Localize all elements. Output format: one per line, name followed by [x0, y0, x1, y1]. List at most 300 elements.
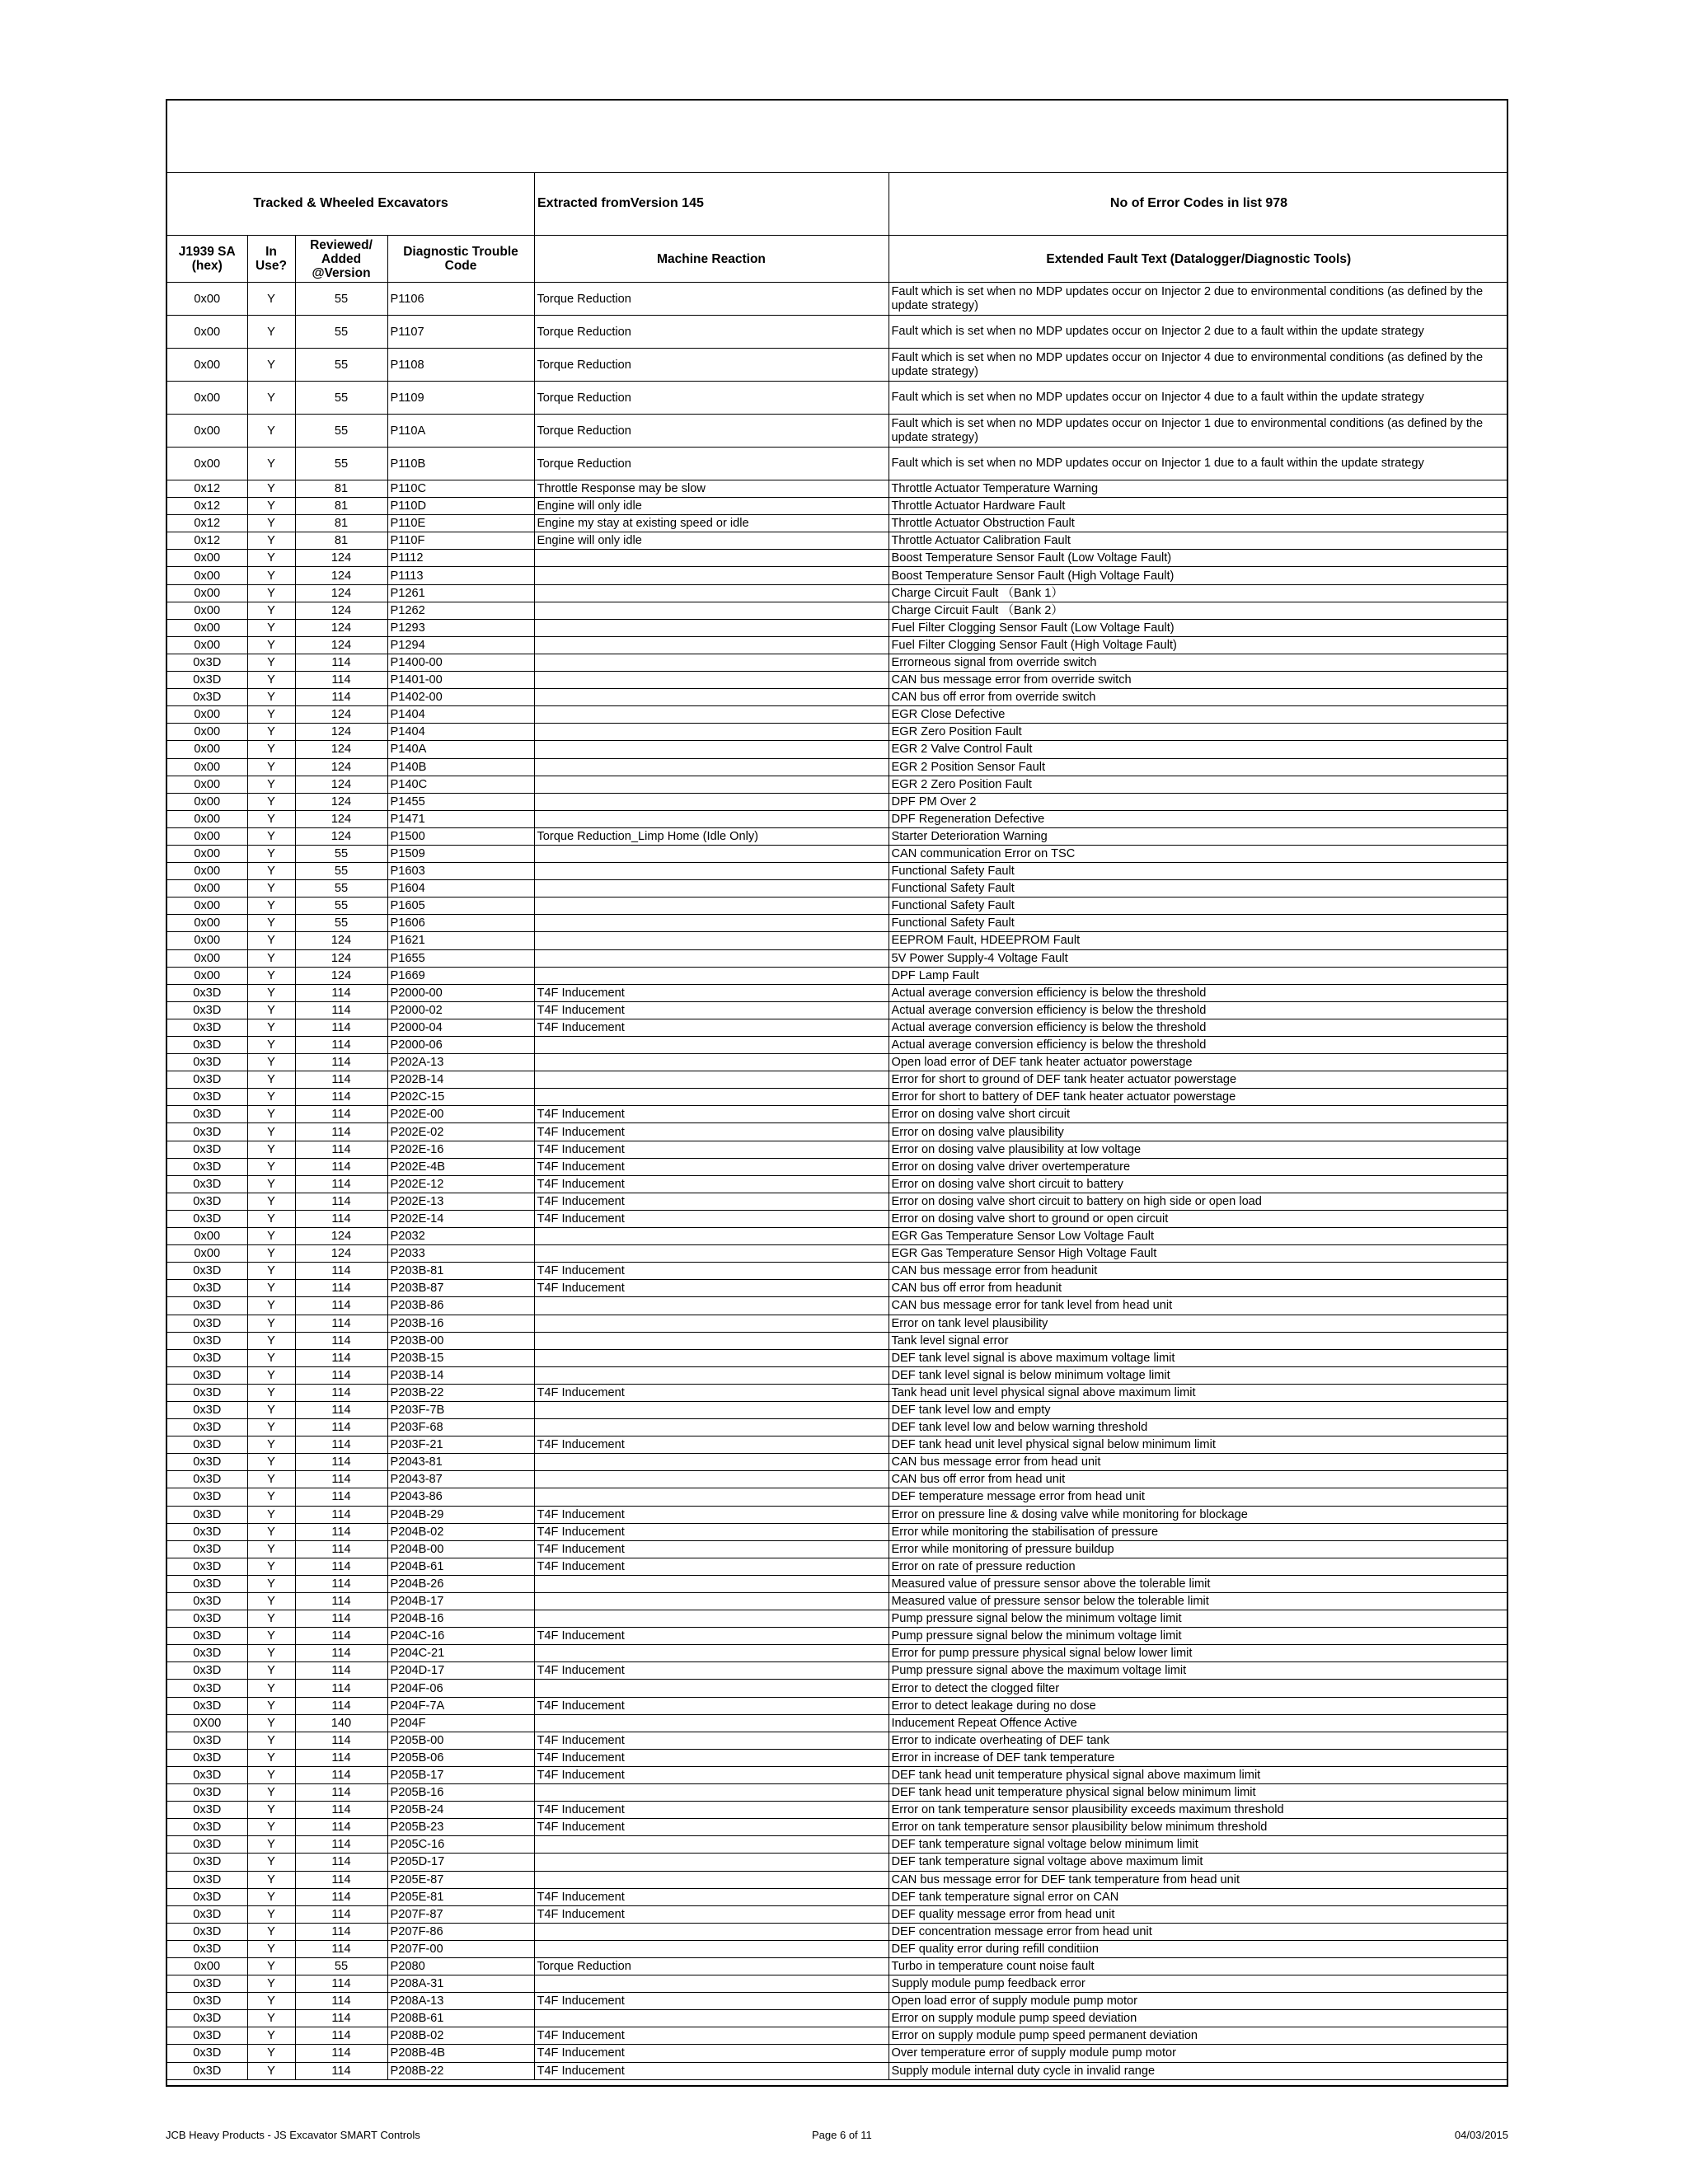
col-header-sa: J1939 SA (hex)	[167, 236, 247, 283]
sa-cell: 0x3D	[167, 1802, 247, 1819]
fault-text-cell: Fault which is set when no MDP updates occur on Injector 2 due to a fault within the update strategy	[889, 316, 1508, 349]
reaction-cell	[534, 619, 889, 636]
table-row	[167, 1175, 1508, 1193]
fault-text-cell: Fuel Filter Clogging Sensor Fault (High Voltage Fault)	[889, 636, 1508, 654]
fault-text-cell: Charge Circuit Fault （Bank 1）	[889, 584, 1508, 602]
version-cell: 114	[295, 1037, 387, 1054]
dtc-cell: P205B-16	[387, 1784, 534, 1802]
version-cell: 124	[295, 567, 387, 584]
table-row	[167, 706, 1508, 724]
fault-text-cell: CAN bus off error from override switch	[889, 689, 1508, 706]
table-row	[167, 949, 1508, 967]
version-cell: 114	[295, 1089, 387, 1106]
table-row	[167, 1280, 1508, 1297]
fault-text-cell: Error in increase of DEF tank temperature	[889, 1749, 1508, 1766]
reaction-cell: T4F Inducement	[534, 1123, 889, 1141]
version-cell: 124	[295, 1245, 387, 1263]
sa-cell: 0x3D	[167, 2062, 247, 2079]
dtc-cell: P204B-16	[387, 1610, 534, 1628]
in-use-cell: Y	[247, 1993, 295, 2010]
version-cell: 124	[295, 724, 387, 741]
sa-cell: 0x00	[167, 880, 247, 898]
sa-cell: 0x00	[167, 724, 247, 741]
reaction-cell: T4F Inducement	[534, 1662, 889, 1680]
table-row	[167, 1628, 1508, 1645]
reaction-cell	[534, 776, 889, 793]
table-row	[167, 1957, 1508, 1975]
fault-text-cell: Error to detect leakage during no dose	[889, 1697, 1508, 1714]
table-row	[167, 584, 1508, 602]
version-cell: 124	[295, 741, 387, 758]
dtc-cell: P208A-31	[387, 1975, 534, 1993]
version-cell: 114	[295, 1766, 387, 1783]
sa-cell: 0x3D	[167, 1645, 247, 1662]
reaction-cell: T4F Inducement	[534, 1193, 889, 1210]
dtc-cell: P110D	[387, 498, 534, 515]
in-use-cell: Y	[247, 1366, 295, 1384]
in-use-cell: Y	[247, 2027, 295, 2045]
dtc-cell: P110E	[387, 515, 534, 532]
reaction-cell: T4F Inducement	[534, 1628, 889, 1645]
version-cell: 140	[295, 1714, 387, 1732]
table-row	[167, 898, 1508, 915]
dtc-cell: P202E-4B	[387, 1158, 534, 1175]
version-cell: 81	[295, 498, 387, 515]
reaction-cell: T4F Inducement	[534, 1819, 889, 1836]
dtc-cell: P1655	[387, 949, 534, 967]
version-cell: 114	[295, 1158, 387, 1175]
sa-cell: 0x3D	[167, 1263, 247, 1280]
table-row	[167, 1558, 1508, 1575]
sa-cell: 0x12	[167, 480, 247, 498]
in-use-cell: Y	[247, 1610, 295, 1628]
fault-text-cell: Starter Deterioration Warning	[889, 827, 1508, 845]
dtc-cell: P2033	[387, 1245, 534, 1263]
dtc-cell: P2080	[387, 1957, 534, 1975]
sa-cell: 0x3D	[167, 1037, 247, 1054]
sa-cell: 0x00	[167, 415, 247, 448]
reaction-cell	[534, 1454, 889, 1471]
reaction-cell: Torque Reduction	[534, 283, 889, 316]
in-use-cell: Y	[247, 1349, 295, 1366]
table-row	[167, 1106, 1508, 1123]
footer-page-number: Page 6 of 11	[812, 2129, 872, 2141]
fault-text-cell: EGR Gas Temperature Sensor High Voltage Fault	[889, 1245, 1508, 1263]
fault-text-cell: Error to detect the clogged filter	[889, 1680, 1508, 1697]
dtc-cell: P203F-7B	[387, 1401, 534, 1418]
table-row	[167, 1263, 1508, 1280]
dtc-cell: P2000-06	[387, 1037, 534, 1054]
table-row	[167, 532, 1508, 550]
version-cell: 55	[295, 349, 387, 382]
col-header-in-use: In Use?	[247, 236, 295, 283]
dtc-cell: P205B-00	[387, 1732, 534, 1749]
version-label: Extracted fromVersion 145	[534, 172, 889, 235]
table-row	[167, 602, 1508, 619]
table-row	[167, 1940, 1508, 1957]
reaction-cell	[534, 1349, 889, 1366]
table-row	[167, 1401, 1508, 1418]
table-row	[167, 776, 1508, 793]
version-cell: 114	[295, 2027, 387, 2045]
fault-text-cell: Supply module internal duty cycle in invalid range	[889, 2062, 1508, 2079]
dtc-cell: P1509	[387, 845, 534, 862]
in-use-cell: Y	[247, 2010, 295, 2027]
table-row	[167, 1141, 1508, 1158]
in-use-cell: Y	[247, 1089, 295, 1106]
version-cell: 114	[295, 654, 387, 671]
dtc-cell: P1106	[387, 283, 534, 316]
in-use-cell: Y	[247, 1123, 295, 1141]
in-use-cell: Y	[247, 1540, 295, 1558]
reaction-cell: T4F Inducement	[534, 1506, 889, 1523]
in-use-cell: Y	[247, 1001, 295, 1019]
table-row	[167, 741, 1508, 758]
version-cell: 81	[295, 480, 387, 498]
fault-text-cell: Inducement Repeat Offence Active	[889, 1714, 1508, 1732]
reaction-cell	[534, 1419, 889, 1436]
in-use-cell: Y	[247, 932, 295, 949]
dtc-cell: P1294	[387, 636, 534, 654]
sa-cell: 0x00	[167, 619, 247, 636]
in-use-cell: Y	[247, 567, 295, 584]
table-row	[167, 880, 1508, 898]
dtc-cell: P202E-00	[387, 1106, 534, 1123]
table-row	[167, 415, 1508, 448]
reaction-cell	[534, 1037, 889, 1054]
fault-text-cell: Functional Safety Fault	[889, 880, 1508, 898]
sa-cell: 0x00	[167, 758, 247, 776]
version-cell: 124	[295, 793, 387, 810]
dtc-cell: P202E-13	[387, 1193, 534, 1210]
table-row	[167, 1888, 1508, 1905]
in-use-cell: Y	[247, 1836, 295, 1854]
table-row	[167, 1802, 1508, 1819]
sa-cell: 0x3D	[167, 984, 247, 1001]
table-row	[167, 1836, 1508, 1854]
in-use-cell: Y	[247, 827, 295, 845]
fault-text-cell: Error on rate of pressure reduction	[889, 1558, 1508, 1575]
reaction-cell	[534, 1245, 889, 1263]
fault-text-cell: CAN communication Error on TSC	[889, 845, 1508, 862]
sa-cell: 0x3D	[167, 1001, 247, 1019]
fault-text-cell: DEF quality error during refill conditiion	[889, 1940, 1508, 1957]
in-use-cell: Y	[247, 1905, 295, 1923]
dtc-cell: P203F-68	[387, 1419, 534, 1436]
reaction-cell	[534, 1854, 889, 1871]
in-use-cell: Y	[247, 1766, 295, 1783]
fault-text-cell: DEF tank temperature signal voltage above maximum limit	[889, 1854, 1508, 1871]
dtc-cell: P205C-16	[387, 1836, 534, 1854]
fault-text-cell: Open load error of DEF tank heater actuator powerstage	[889, 1054, 1508, 1071]
sa-cell: 0x3D	[167, 1819, 247, 1836]
reaction-cell	[534, 1714, 889, 1732]
dtc-cell: P203B-00	[387, 1332, 534, 1349]
table-row	[167, 1662, 1508, 1680]
version-cell: 114	[295, 1905, 387, 1923]
sa-cell: 0x3D	[167, 1106, 247, 1123]
dtc-cell: P2000-02	[387, 1001, 534, 1019]
sa-cell: 0x3D	[167, 1454, 247, 1471]
sa-cell: 0x00	[167, 316, 247, 349]
in-use-cell: Y	[247, 1228, 295, 1245]
reaction-cell	[534, 1332, 889, 1349]
fault-text-cell: Error for short to ground of DEF tank heater actuator powerstage	[889, 1071, 1508, 1089]
sa-cell: 0x3D	[167, 1384, 247, 1401]
sa-cell: 0x00	[167, 567, 247, 584]
table-row	[167, 1923, 1508, 1940]
reaction-cell: T4F Inducement	[534, 1697, 889, 1714]
fault-text-cell: DEF tank level signal is above maximum voltage limit	[889, 1349, 1508, 1366]
table-row	[167, 1123, 1508, 1141]
reaction-cell: T4F Inducement	[534, 1905, 889, 1923]
version-cell: 114	[295, 1054, 387, 1071]
in-use-cell: Y	[247, 1575, 295, 1592]
reaction-cell: T4F Inducement	[534, 2045, 889, 2062]
dtc-cell: P204B-26	[387, 1575, 534, 1592]
dtc-cell: P2043-86	[387, 1488, 534, 1506]
in-use-cell: Y	[247, 1558, 295, 1575]
reaction-cell	[534, 1488, 889, 1506]
sa-cell: 0x00	[167, 932, 247, 949]
reaction-cell: T4F Inducement	[534, 1384, 889, 1401]
version-cell: 114	[295, 2062, 387, 2079]
table-row	[167, 724, 1508, 741]
fault-text-cell: CAN bus message error from override switch	[889, 672, 1508, 689]
sa-cell: 0x3D	[167, 1401, 247, 1418]
fault-text-cell: CAN bus message error for DEF tank temperature from head unit	[889, 1871, 1508, 1888]
dtc-cell: P1621	[387, 932, 534, 949]
table-row	[167, 793, 1508, 810]
sa-cell: 0x3D	[167, 1332, 247, 1349]
in-use-cell: Y	[247, 349, 295, 382]
sa-cell: 0x3D	[167, 1280, 247, 1297]
version-cell: 114	[295, 1419, 387, 1436]
version-cell: 114	[295, 1697, 387, 1714]
reaction-cell: T4F Inducement	[534, 1802, 889, 1819]
col-header-dtc: Diagnostic Trouble Code	[387, 236, 534, 283]
sa-cell: 0x00	[167, 706, 247, 724]
column-header-row	[167, 236, 1508, 283]
in-use-cell: Y	[247, 1714, 295, 1732]
version-cell: 55	[295, 863, 387, 880]
version-cell: 114	[295, 1454, 387, 1471]
fault-text-cell: Pump pressure signal above the maximum voltage limit	[889, 1662, 1508, 1680]
version-cell: 114	[295, 1854, 387, 1871]
in-use-cell: Y	[247, 1401, 295, 1418]
fault-text-cell: DPF PM Over 2	[889, 793, 1508, 810]
version-cell: 114	[295, 1384, 387, 1401]
in-use-cell: Y	[247, 1940, 295, 1957]
dtc-cell: P208B-02	[387, 2027, 534, 2045]
in-use-cell: Y	[247, 880, 295, 898]
in-use-cell: Y	[247, 1158, 295, 1175]
reaction-cell	[534, 550, 889, 567]
reaction-cell	[534, 915, 889, 932]
reaction-cell	[534, 880, 889, 898]
in-use-cell: Y	[247, 1819, 295, 1836]
dtc-cell: P1107	[387, 316, 534, 349]
fault-text-cell: DEF temperature message error from head unit	[889, 1488, 1508, 1506]
reaction-cell: T4F Inducement	[534, 1019, 889, 1036]
dtc-cell: P203B-22	[387, 1384, 534, 1401]
reaction-cell	[534, 898, 889, 915]
in-use-cell: Y	[247, 1419, 295, 1436]
fault-text-cell: Error for short to battery of DEF tank heater actuator powerstage	[889, 1089, 1508, 1106]
version-cell: 114	[295, 1610, 387, 1628]
fault-text-cell: DPF Lamp Fault	[889, 967, 1508, 984]
version-cell: 55	[295, 845, 387, 862]
table-row	[167, 2062, 1508, 2079]
dtc-cell: P205B-17	[387, 1766, 534, 1783]
reaction-cell	[534, 1975, 889, 1993]
dtc-cell: P202E-14	[387, 1210, 534, 1227]
table-row	[167, 567, 1508, 584]
in-use-cell: Y	[247, 898, 295, 915]
dtc-cell: P140C	[387, 776, 534, 793]
version-cell: 114	[295, 1123, 387, 1141]
sa-cell: 0x00	[167, 915, 247, 932]
dtc-cell: P203B-87	[387, 1280, 534, 1297]
table-row	[167, 967, 1508, 984]
version-cell: 114	[295, 1315, 387, 1332]
dtc-cell: P205E-87	[387, 1871, 534, 1888]
sa-cell: 0x12	[167, 498, 247, 515]
sa-cell: 0x12	[167, 515, 247, 532]
reaction-cell: T4F Inducement	[534, 1280, 889, 1297]
reaction-cell	[534, 741, 889, 758]
dtc-cell: P202E-16	[387, 1141, 534, 1158]
in-use-cell: Y	[247, 1854, 295, 1871]
reaction-cell	[534, 672, 889, 689]
sa-cell: 0x3D	[167, 1923, 247, 1940]
reaction-cell: T4F Inducement	[534, 2027, 889, 2045]
version-cell: 55	[295, 1957, 387, 1975]
fault-text-cell: Fault which is set when no MDP updates occur on Injector 4 due to environmental conditions (as defined by the update strategy)	[889, 349, 1508, 382]
in-use-cell: Y	[247, 810, 295, 827]
col-header-version: Reviewed/ Added @Version	[295, 236, 387, 283]
version-cell: 124	[295, 1228, 387, 1245]
fault-text-cell: Open load error of supply module pump motor	[889, 1993, 1508, 2010]
in-use-cell: Y	[247, 1871, 295, 1888]
sa-cell: 0x3D	[167, 1749, 247, 1766]
fault-text-cell: Tank level signal error	[889, 1332, 1508, 1349]
reaction-cell	[534, 1836, 889, 1854]
blank-header-area	[167, 101, 1507, 173]
version-cell: 114	[295, 1593, 387, 1610]
reaction-cell	[534, 654, 889, 671]
in-use-cell: Y	[247, 706, 295, 724]
sa-cell: 0x3D	[167, 1471, 247, 1488]
version-cell: 114	[295, 672, 387, 689]
in-use-cell: Y	[247, 776, 295, 793]
fault-text-cell: Error on tank temperature sensor plausibility below minimum threshold	[889, 1819, 1508, 1836]
version-cell: 114	[295, 1366, 387, 1384]
fault-text-cell: Actual average conversion efficiency is below the threshold	[889, 984, 1508, 1001]
sa-cell: 0x00	[167, 584, 247, 602]
dtc-cell: P1500	[387, 827, 534, 845]
sa-cell: 0x3D	[167, 1871, 247, 1888]
fault-text-cell: DEF quality message error from head unit	[889, 1905, 1508, 1923]
fault-text-cell: EGR 2 Zero Position Fault	[889, 776, 1508, 793]
in-use-cell: Y	[247, 1523, 295, 1540]
version-cell: 114	[295, 1436, 387, 1454]
reaction-cell	[534, 1784, 889, 1802]
fault-text-cell: Measured value of pressure sensor above the tolerable limit	[889, 1575, 1508, 1592]
version-cell: 55	[295, 382, 387, 415]
reaction-cell: T4F Inducement	[534, 1141, 889, 1158]
in-use-cell: Y	[247, 1593, 295, 1610]
table-row	[167, 448, 1508, 480]
sa-cell: 0x3D	[167, 689, 247, 706]
fault-text-cell: DEF tank level low and empty	[889, 1401, 1508, 1418]
dtc-cell: P204F	[387, 1714, 534, 1732]
in-use-cell: Y	[247, 654, 295, 671]
sa-cell: 0x3D	[167, 1523, 247, 1540]
sa-cell: 0x12	[167, 532, 247, 550]
reaction-cell	[534, 967, 889, 984]
reaction-cell	[534, 1593, 889, 1610]
in-use-cell: Y	[247, 1054, 295, 1071]
in-use-cell: Y	[247, 793, 295, 810]
dtc-cell: P204B-00	[387, 1540, 534, 1558]
reaction-cell: Engine will only idle	[534, 498, 889, 515]
table-row	[167, 1714, 1508, 1732]
fault-text-cell: Fault which is set when no MDP updates occur on Injector 1 due to environmental conditions (as defined by the update strategy)	[889, 415, 1508, 448]
reaction-cell	[534, 1315, 889, 1332]
reaction-cell: T4F Inducement	[534, 984, 889, 1001]
dtc-cell: P2032	[387, 1228, 534, 1245]
version-cell: 124	[295, 932, 387, 949]
in-use-cell: Y	[247, 1488, 295, 1506]
table-row	[167, 1210, 1508, 1227]
version-cell: 114	[295, 1628, 387, 1645]
in-use-cell: Y	[247, 1471, 295, 1488]
reaction-cell	[534, 724, 889, 741]
in-use-cell: Y	[247, 967, 295, 984]
in-use-cell: Y	[247, 602, 295, 619]
version-cell: 124	[295, 967, 387, 984]
reaction-cell	[534, 1297, 889, 1315]
fault-text-cell: Error while monitoring of pressure buildup	[889, 1540, 1508, 1558]
reaction-cell: T4F Inducement	[534, 1749, 889, 1766]
sa-cell: 0x3D	[167, 1141, 247, 1158]
sa-cell: 0x3D	[167, 1680, 247, 1697]
sa-cell: 0x00	[167, 1245, 247, 1263]
fault-text-cell: EGR 2 Position Sensor Fault	[889, 758, 1508, 776]
fault-text-cell: Boost Temperature Sensor Fault (Low Voltage Fault)	[889, 550, 1508, 567]
reaction-cell	[534, 793, 889, 810]
sa-cell: 0x3D	[167, 1193, 247, 1210]
sa-cell: 0x00	[167, 827, 247, 845]
fault-text-cell: DEF tank temperature signal error on CAN	[889, 1888, 1508, 1905]
sa-cell: 0x00	[167, 793, 247, 810]
version-cell: 124	[295, 619, 387, 636]
in-use-cell: Y	[247, 1280, 295, 1297]
dtc-cell: P1404	[387, 706, 534, 724]
dtc-cell: P1404	[387, 724, 534, 741]
dtc-cell: P204D-17	[387, 1662, 534, 1680]
dtc-cell: P208B-61	[387, 2010, 534, 2027]
table-row	[167, 1419, 1508, 1436]
sa-cell: 0x00	[167, 949, 247, 967]
sa-cell: 0X00	[167, 1714, 247, 1732]
reaction-cell: T4F Inducement	[534, 1766, 889, 1783]
reaction-cell: T4F Inducement	[534, 1001, 889, 1019]
version-cell: 114	[295, 1280, 387, 1297]
table-row	[167, 515, 1508, 532]
dtc-cell: P205B-23	[387, 1819, 534, 1836]
